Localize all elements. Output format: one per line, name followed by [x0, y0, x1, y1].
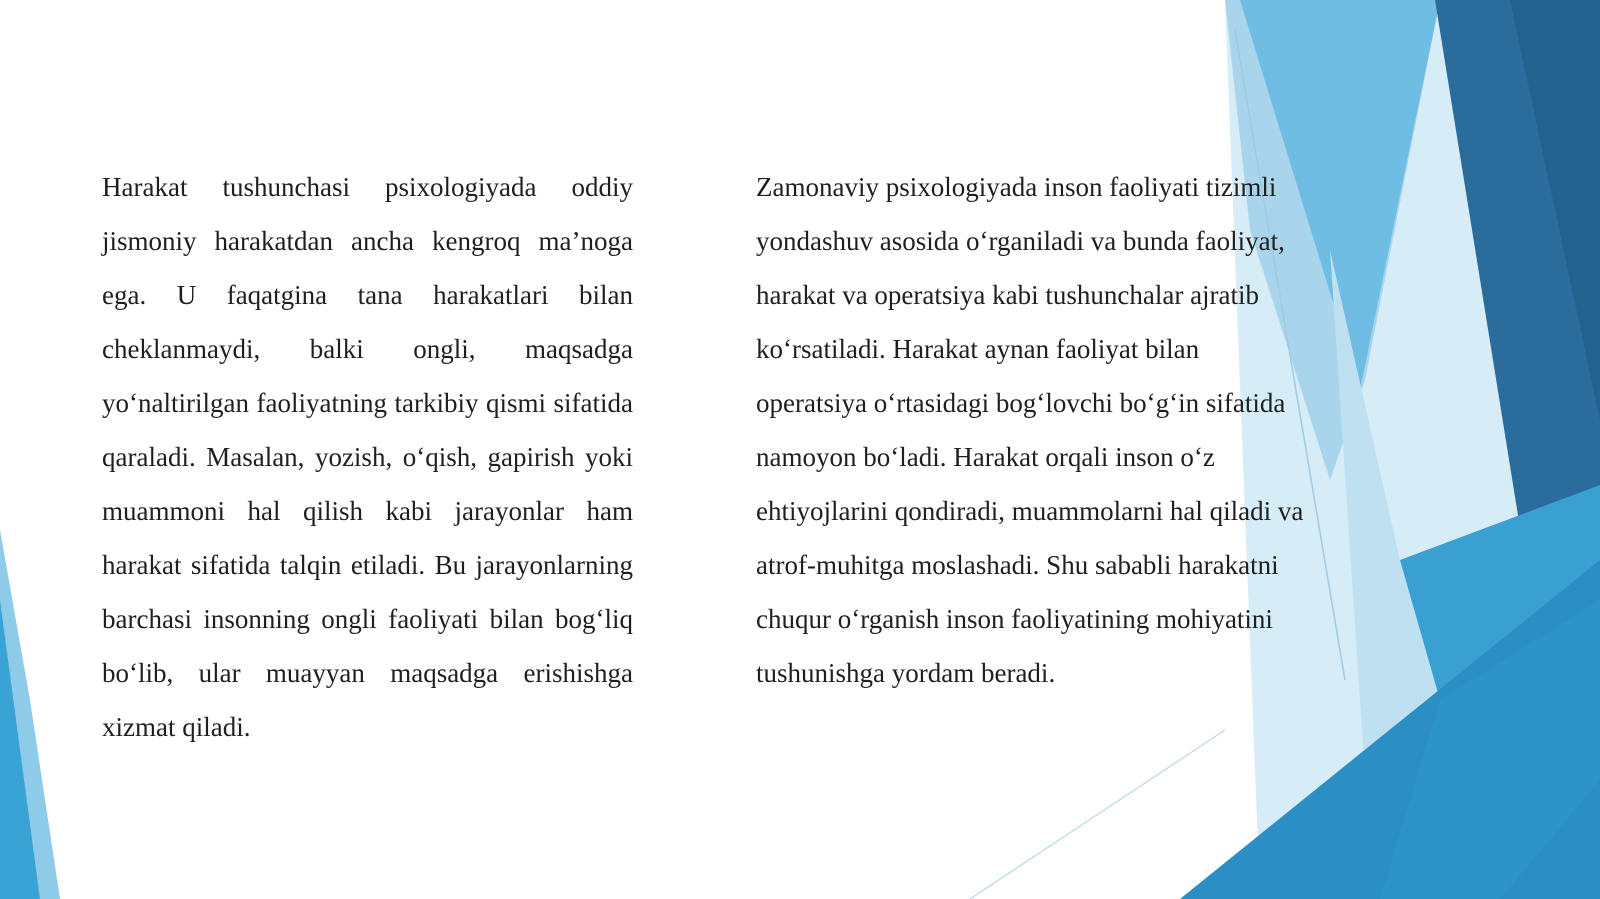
left-text-column — [102, 160, 633, 754]
left-paragraph: Harakat tushunchasi psixologiyada oddiy jismoniy harakatdan ancha kengroq ma’noga ega. U faqatgina tana harakatlari bilan cheklanmaydi, balki ongli, maqsadga yo‘naltirilgan faoliyatning tarkibiy qismi sifatida qaraladi. Masalan, yozish, o‘qish, gapirish yoki muammoni hal qilish kabi jarayonlar ham harakat sifatida talqin etiladi. Bu jarayonlarning barchasi insonning ongli faoliyati bilan bog‘liq bo‘lib, ular muayyan maqsadga erishishga xizmat qiladi. — [102, 172, 633, 742]
right-paragraph: Zamonaviy psixologiyada inson faoliyati tizimli yondashuv asosida o‘rganiladi va bunda faoliyat, harakat va operatsiya kabi tushunchalar ajratib ko‘rsatiladi. Harakat aynan faoliyat bilan operatsiya o‘rtasidagi bog‘lovchi bo‘g‘in sifatida namoyon bo‘ladi. Harakat orqali inson o‘z ehtiyojlarini qondiradi, muammolarni hal qiladi va atrof-muhitga moslashadi. Shu sababli harakatni chuqur o‘rganish inson faoliyatining mohiyatini tushunishga yordam beradi. — [756, 172, 1304, 688]
right-text-column — [756, 160, 1316, 700]
bottom-thin-line — [970, 730, 1225, 899]
